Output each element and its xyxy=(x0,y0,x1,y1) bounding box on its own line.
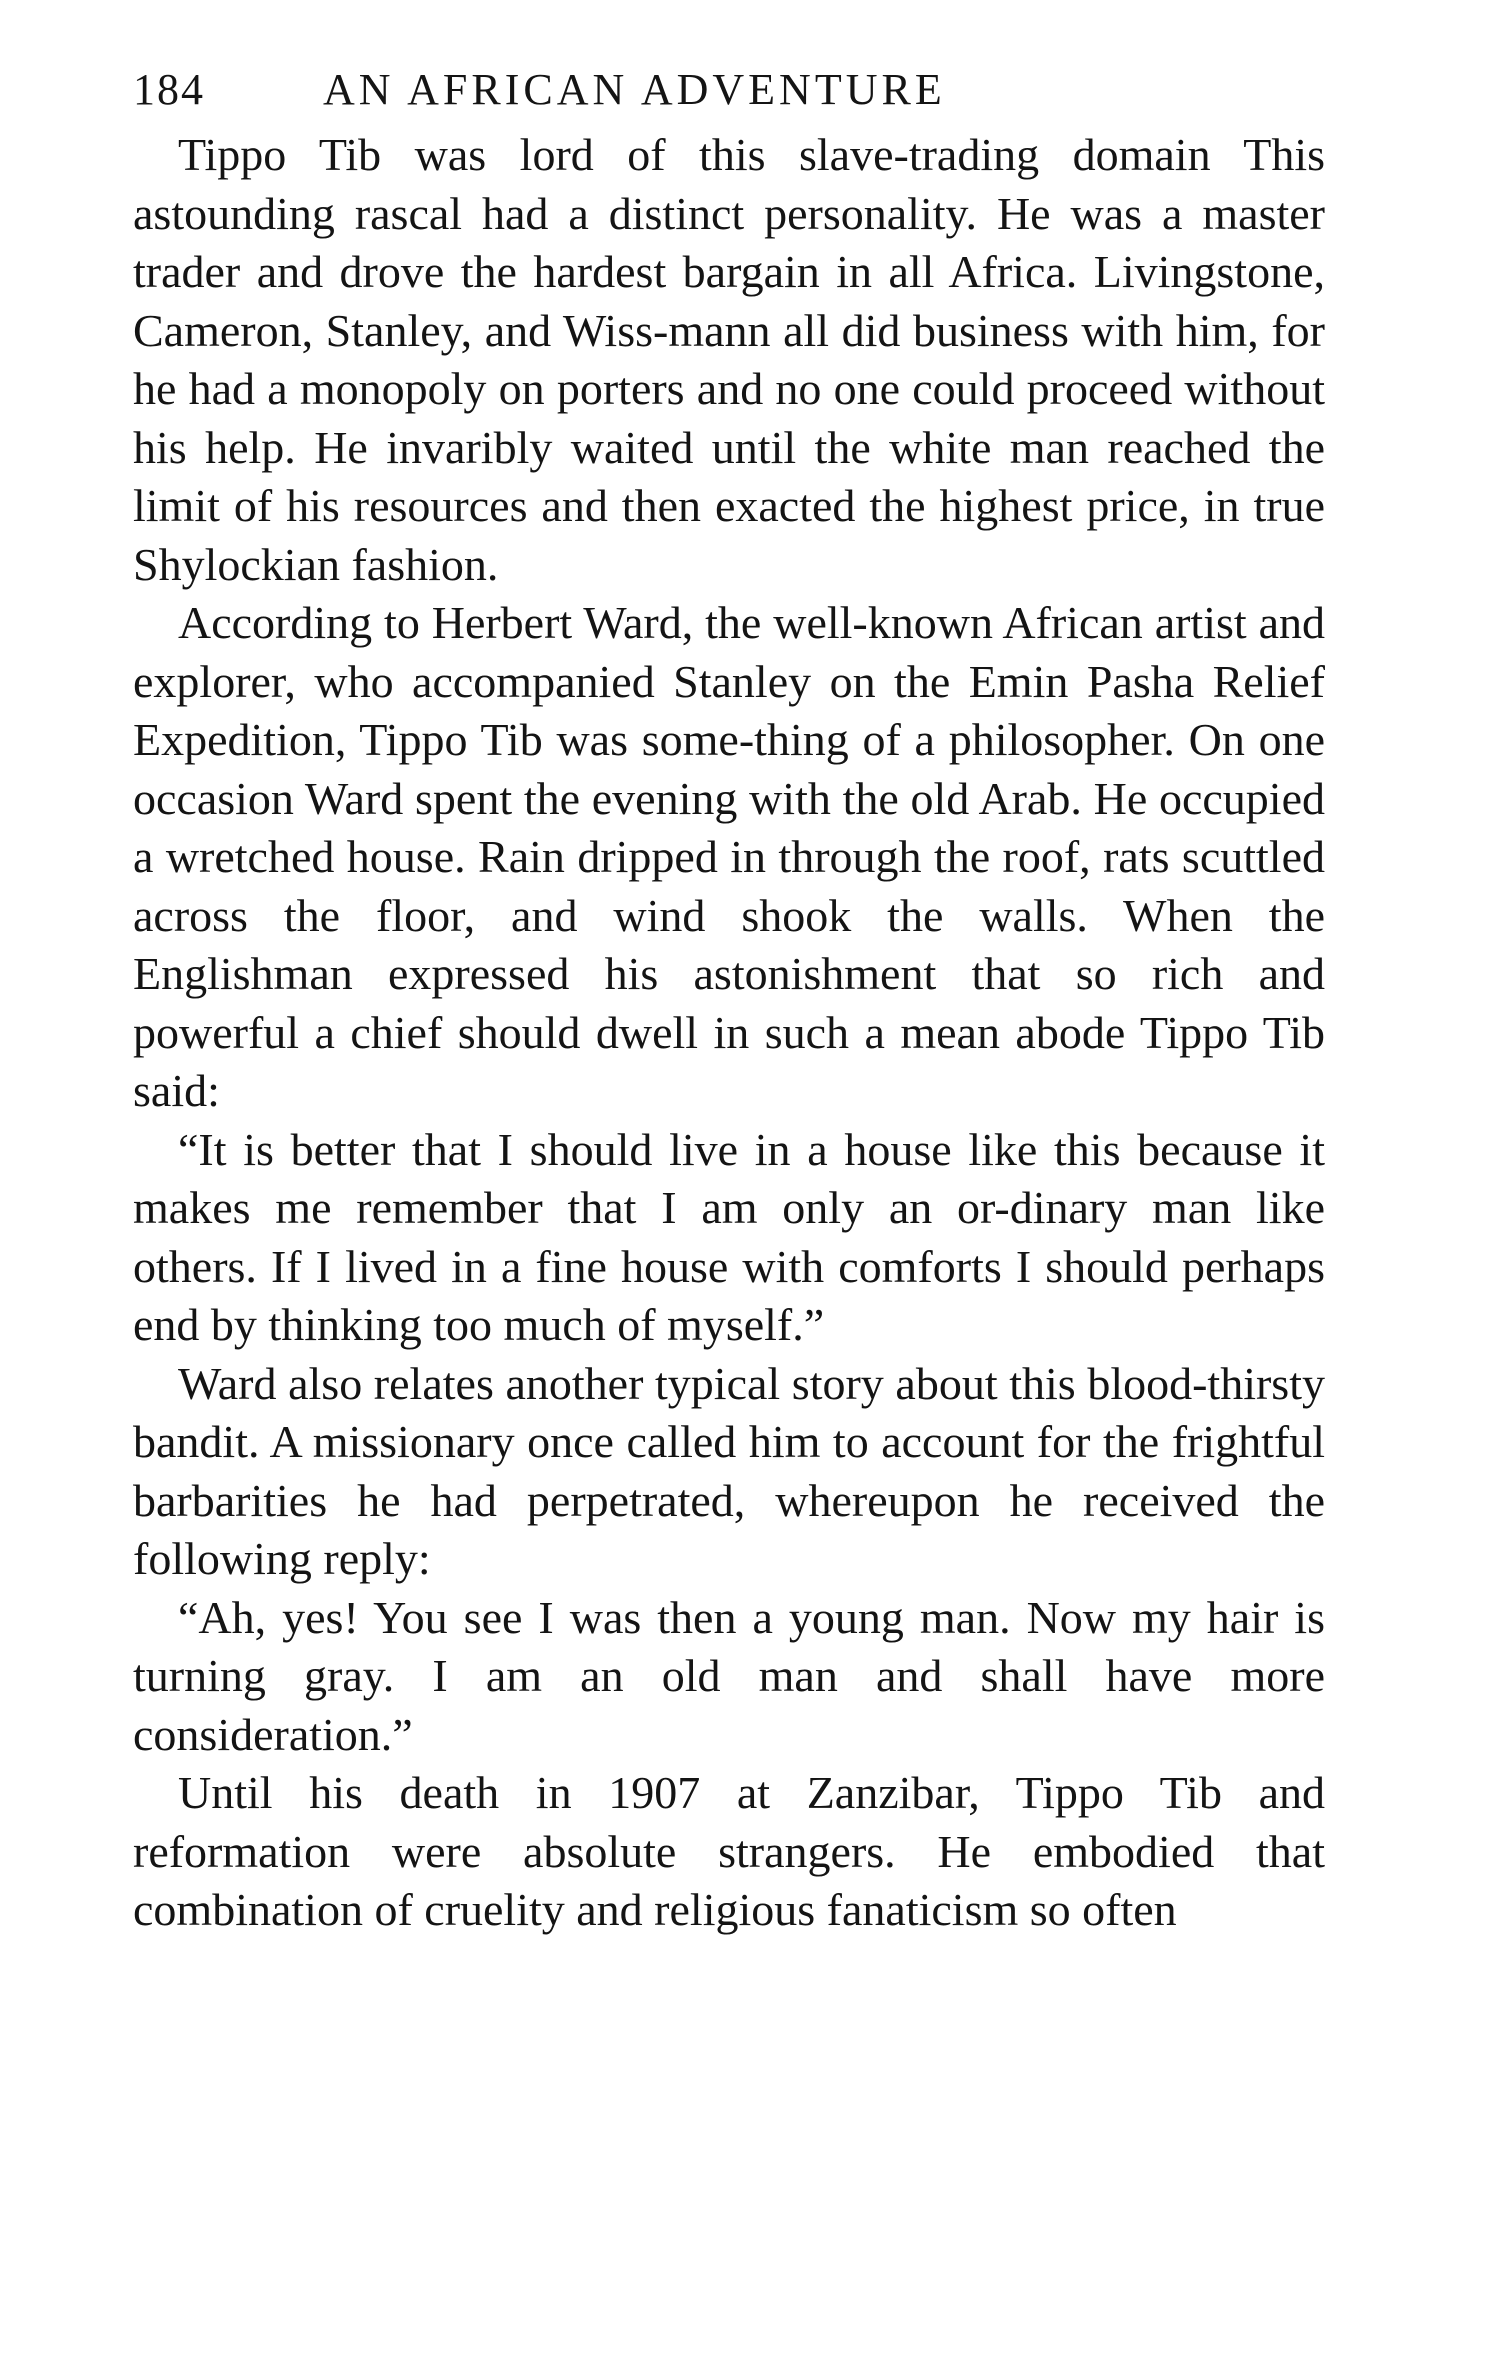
paragraph-quote-young-man: “Ah, yes! You see I was then a young man. Now my hair is turning gray. I am an old man and shall have more consideration.” xyxy=(133,1591,1325,1760)
paragraph-quote-humble-house: “It is better that I should live in a house like this because it makes me remember that I am only an or-dinary man like others. If I lived in a fine house with comforts I should perhaps end by thinking too much of myself.” xyxy=(133,1123,1325,1350)
running-title: AN AFRICAN ADVENTURE xyxy=(323,65,946,114)
book-page xyxy=(133,60,1325,1940)
page-number: 184 xyxy=(133,65,205,114)
paragraph-herbert-ward: According to Herbert Ward, the well-known African artist and explorer, who accompanied Stanley on the Emin Pasha Relief Expedition, Tippo Tib was some-thing of a philosopher. On one occasion Ward spent the evening with the old Arab. He occupied a wretched house. Rain dripped in through the roof, rats scuttled across the floor, and wind shook the walls. When the Englishman expressed his astonishment that so rich and powerful a chief should dwell in such a mean abode Tippo Tib said: xyxy=(133,597,1325,1116)
paragraph-tippo-tib-domain: Tippo Tib was lord of this slave-trading domain This astounding rascal had a distinct personality. He was a master trader and drove the hardest bargain in all Africa. Livingstone, Cameron, Stanley, and Wiss-mann all did business with him, for he had a monopoly on porters and no one could proceed without his help. He invaribly waited until the white man reached the limit of his resources and then exacted the highest price, in true Shylockian fashion. xyxy=(133,129,1325,590)
body-text xyxy=(133,126,1325,1940)
paragraph-death-zanzibar: Until his death in 1907 at Zanzibar, Tippo Tib and reformation were absolute strangers. He embodied that combination of cruelity and religious fanaticism so often xyxy=(133,1767,1325,1935)
page-header xyxy=(133,60,1325,120)
paragraph-missionary-story: Ward also relates another typical story about this blood-thirsty bandit. A missionary once called him to account for the frightful barbarities he had perpetrated, whereupon he received the following reply: xyxy=(133,1357,1325,1584)
